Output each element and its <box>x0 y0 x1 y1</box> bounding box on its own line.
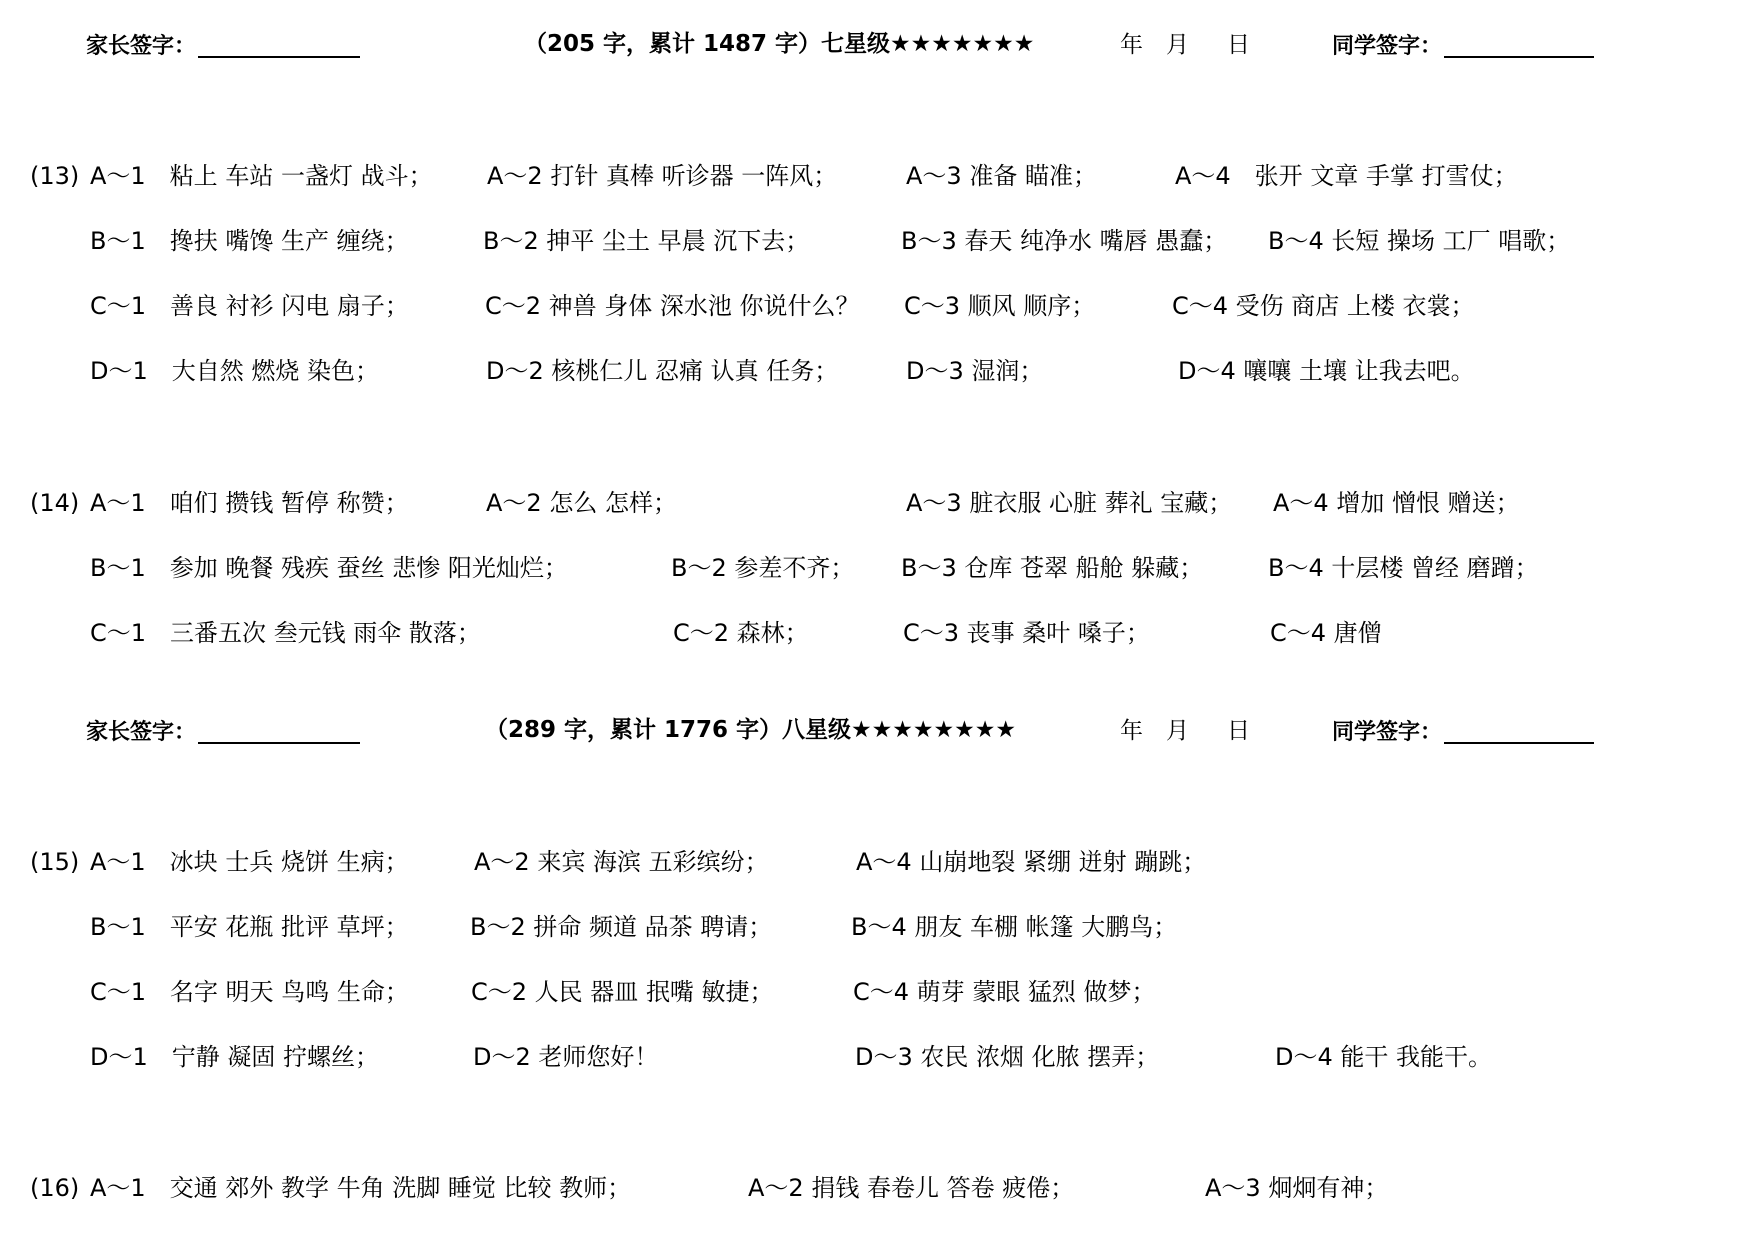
row-segment: C～4 唐僧 <box>1270 619 1382 647</box>
parent-signature-blank[interactable] <box>198 36 360 58</box>
group-number: (15) <box>30 848 80 876</box>
row-segment: B～4 朋友 车棚 帐篷 大鹏鸟； <box>851 913 1178 941</box>
row-segment: A～4 山崩地裂 紧绷 迸射 蹦跳； <box>856 848 1207 876</box>
row-segment: A～4 张开 文章 手掌 打雪仗； <box>1175 162 1518 190</box>
group-number: (14) <box>30 489 80 517</box>
row-segment: D～1 大自然 燃烧 染色； <box>90 357 380 385</box>
row-segment: A～4 增加 憎恨 赠送； <box>1273 489 1520 517</box>
row-segment: C～2 人民 器皿 抿嘴 敏捷； <box>471 978 774 1006</box>
row-segment: B～2 拼命 频道 品茶 聘请； <box>470 913 773 941</box>
row-segment: B～3 仓库 苍翠 船舱 躲藏； <box>901 554 1204 582</box>
row-segment: B～2 参差不齐； <box>671 554 855 582</box>
student-signature-label: 同学签字： <box>1332 34 1443 59</box>
row-segment: A～1 咱们 攒钱 暂停 称赞； <box>90 489 409 517</box>
row-segment: A～1 粘上 车站 一盏灯 战斗； <box>90 162 433 190</box>
parent-signature-blank[interactable] <box>198 722 360 744</box>
row-segment: A～2 怎么 怎样； <box>486 489 677 517</box>
parent-signature <box>86 36 360 58</box>
student-signature-blank[interactable] <box>1444 36 1594 58</box>
row-segment: A～2 来宾 海滨 五彩缤纷； <box>474 848 769 876</box>
row-segment: B～1 平安 花瓶 批评 草坪； <box>90 913 409 941</box>
row-segment: B～4 十层楼 曾经 磨蹭； <box>1268 554 1539 582</box>
student-signature <box>1332 36 1594 58</box>
student-signature-blank[interactable] <box>1444 722 1594 744</box>
parent-signature-label: 家长签字： <box>86 720 197 745</box>
row-segment: B～1 搀扶 嘴馋 生产 缠绕； <box>90 227 409 255</box>
date-day: 日 <box>1227 32 1250 58</box>
row-segment: C～3 顺风 顺序； <box>904 292 1096 320</box>
row-segment: C～2 森林； <box>673 619 809 647</box>
row-segment: B～3 春天 纯净水 嘴唇 愚蠢； <box>901 227 1228 255</box>
date-month: 月 <box>1166 718 1189 744</box>
row-segment: C～1 善良 衬衫 闪电 扇子； <box>90 292 409 320</box>
row-segment: A～1 冰块 士兵 烧饼 生病； <box>90 848 409 876</box>
student-signature-label: 同学签字： <box>1332 720 1443 745</box>
row-segment: D～2 核桃仁儿 忍痛 认真 任务； <box>486 357 839 385</box>
parent-signature <box>86 722 360 744</box>
row-segment: C～4 受伤 商店 上楼 衣裳； <box>1172 292 1475 320</box>
row-segment: A～1 交通 郊外 教学 牛角 洗脚 睡觉 比较 教师； <box>90 1174 632 1202</box>
parent-signature-label: 家长签字： <box>86 34 197 59</box>
row-segment: B～4 长短 操场 工厂 唱歌； <box>1268 227 1571 255</box>
date-year: 年 <box>1120 32 1143 58</box>
row-segment: C～3 丧事 桑叶 嗓子； <box>903 619 1150 647</box>
row-segment: D～3 湿润； <box>906 357 1044 385</box>
date-month: 月 <box>1166 32 1189 58</box>
level7-title: （205 字，累计 1487 字）七星级★★★★★★★ <box>524 31 1035 57</box>
row-segment: A～2 打针 真棒 听诊器 一阵风； <box>487 162 838 190</box>
row-segment: C～1 三番五次 叁元钱 雨伞 散落； <box>90 619 481 647</box>
row-segment: A～2 捐钱 春卷儿 答卷 疲倦； <box>748 1174 1075 1202</box>
group-number: (13) <box>30 162 80 190</box>
group-number: (16) <box>30 1174 80 1202</box>
row-segment: A～3 炯炯有神； <box>1205 1174 1389 1202</box>
row-segment: C～2 神兽 身体 深水池 你说什么？ <box>485 292 860 320</box>
date-day: 日 <box>1227 718 1250 744</box>
row-segment: D～4 能干 我能干。 <box>1275 1043 1493 1071</box>
student-signature <box>1332 722 1594 744</box>
date-year: 年 <box>1120 718 1143 744</box>
row-segment: A～3 准备 瞄准； <box>906 162 1097 190</box>
level8-title: （289 字，累计 1776 字）八星级★★★★★★★★ <box>485 717 1016 743</box>
row-segment: D～4 嚷嚷 土壤 让我去吧。 <box>1178 357 1475 385</box>
row-segment: A～3 脏衣服 心脏 葬礼 宝藏； <box>906 489 1233 517</box>
row-segment: D～2 老师您好！ <box>473 1043 659 1071</box>
row-segment: D～1 宁静 凝固 拧螺丝； <box>90 1043 380 1071</box>
row-segment: B～1 参加 晚餐 残疾 蚕丝 悲惨 阳光灿烂； <box>90 554 568 582</box>
row-segment: D～3 农民 浓烟 化脓 摆弄； <box>855 1043 1160 1071</box>
row-segment: B～2 抻平 尘土 早晨 沉下去； <box>483 227 810 255</box>
row-segment: C～1 名字 明天 鸟鸣 生命； <box>90 978 409 1006</box>
row-segment: C～4 萌芽 蒙眼 猛烈 做梦； <box>853 978 1156 1006</box>
